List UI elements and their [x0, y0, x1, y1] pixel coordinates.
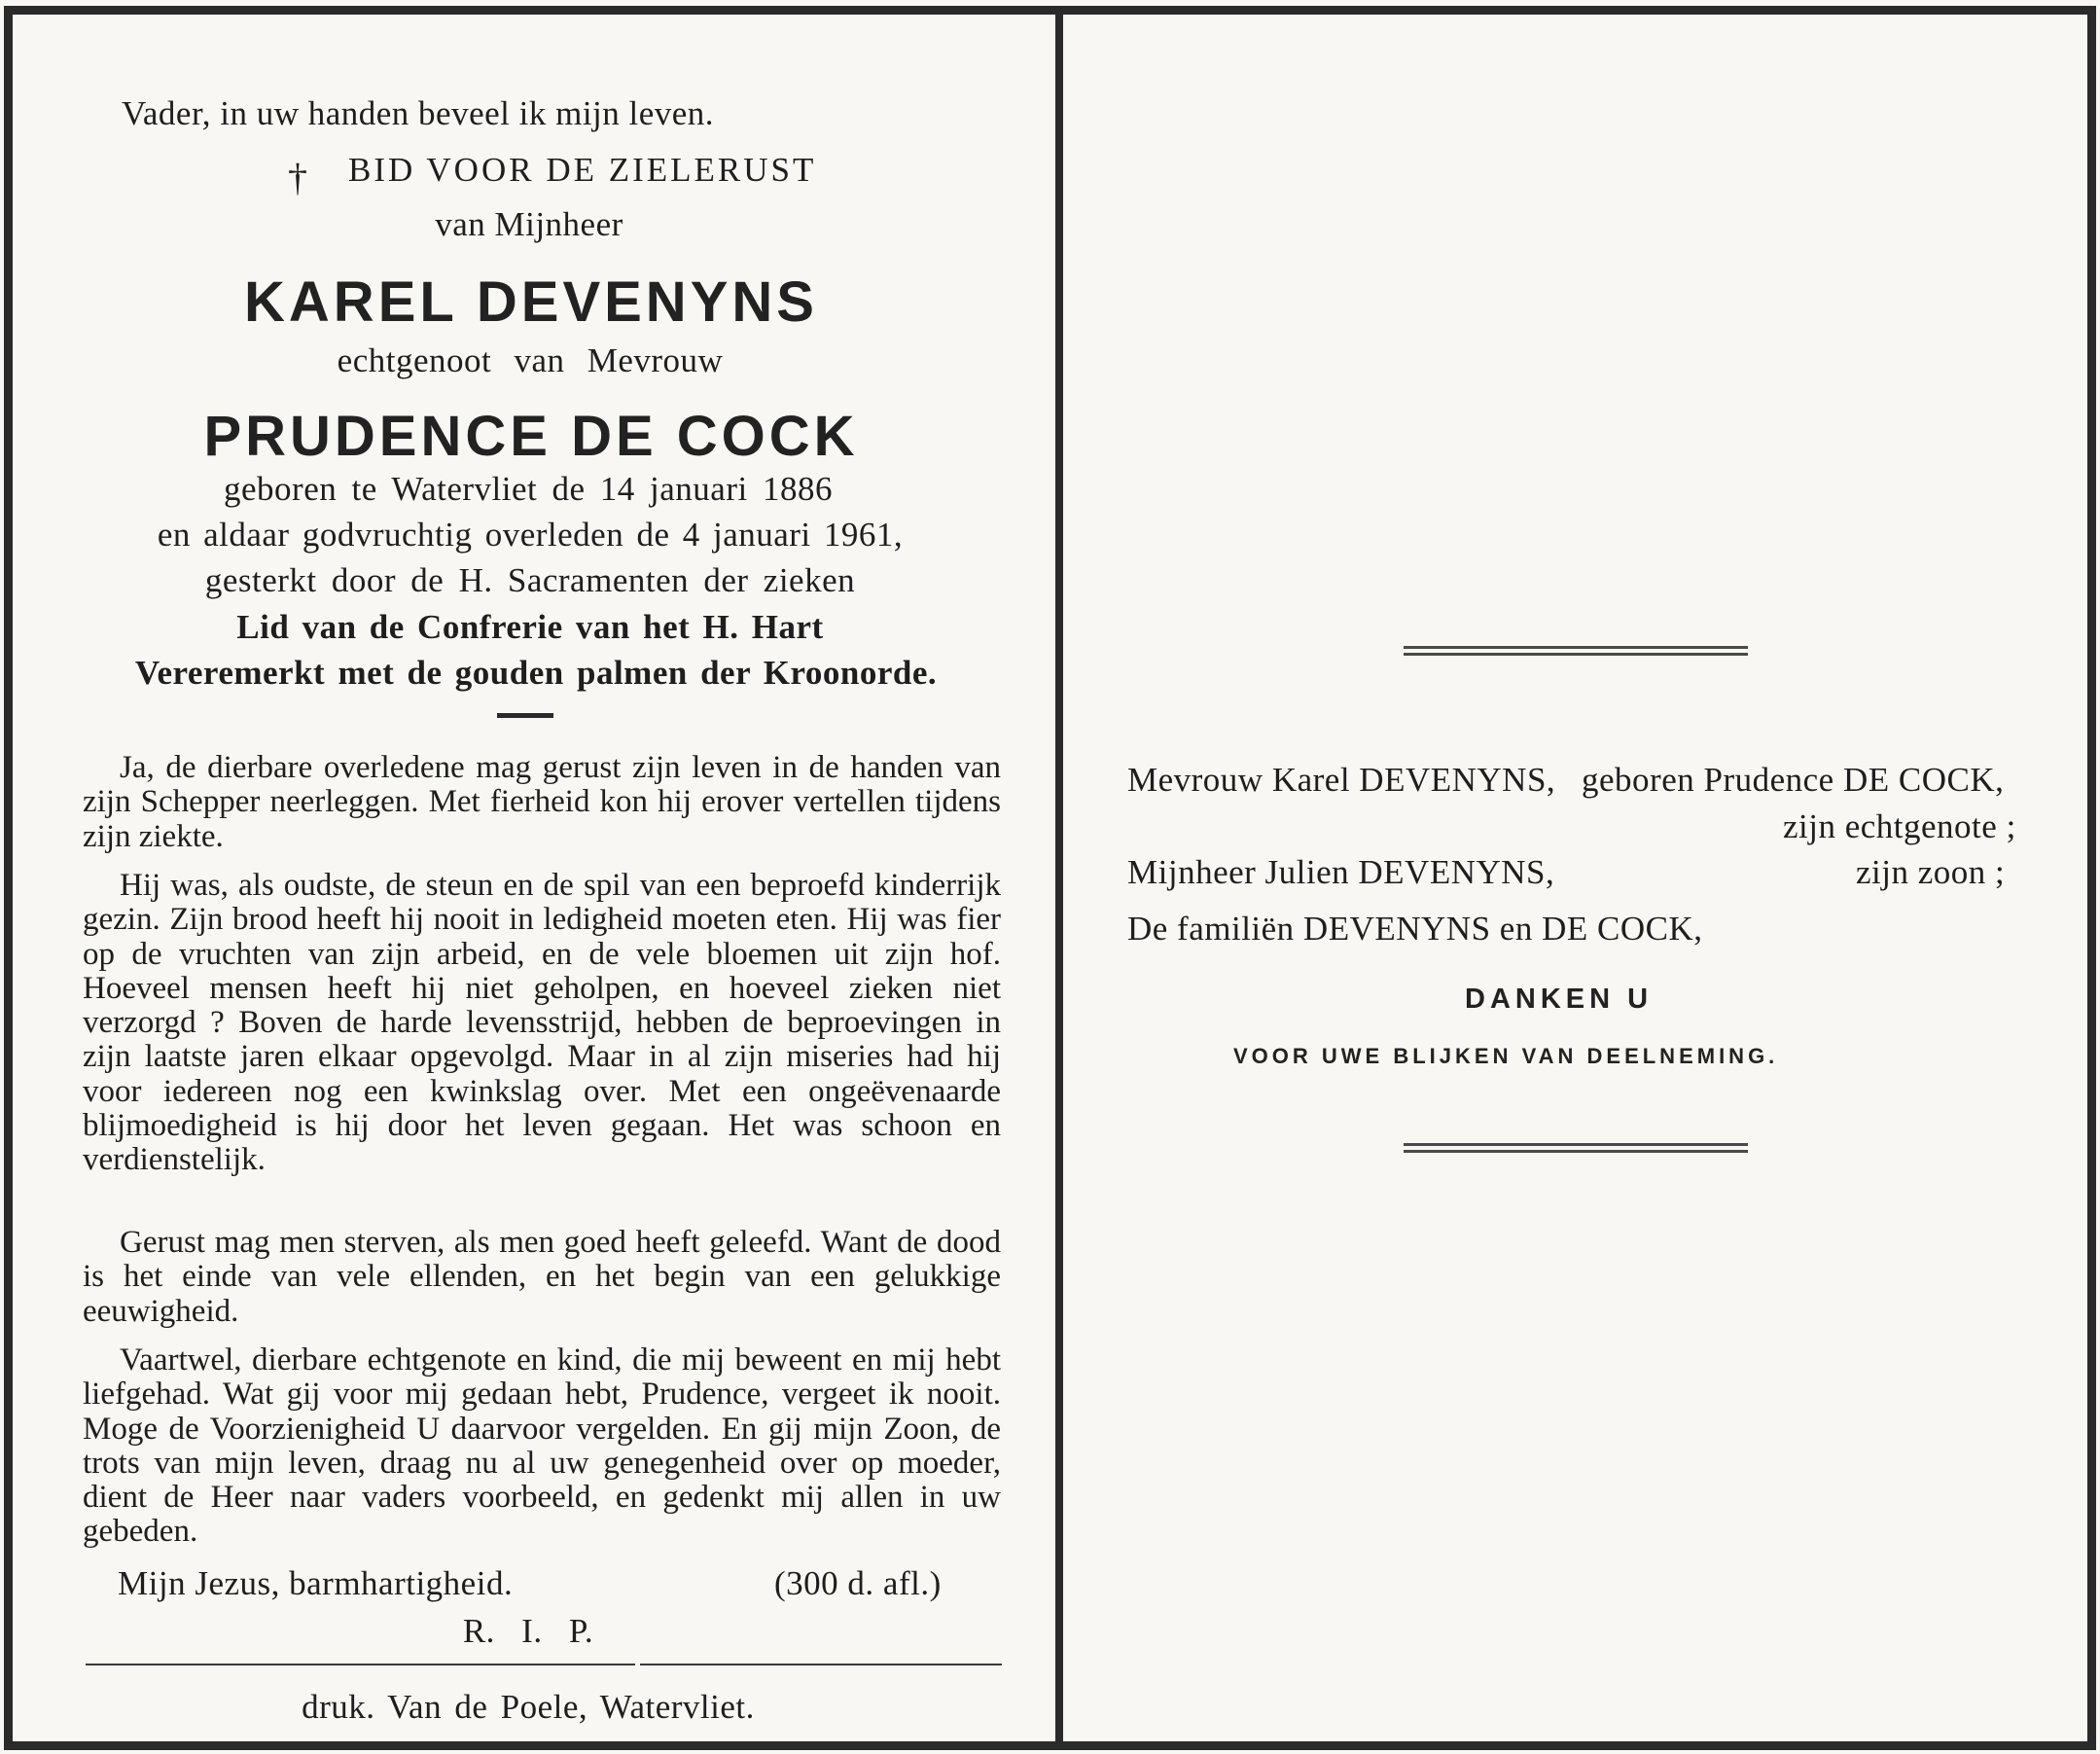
son-relation: zijn zoon ;	[1856, 853, 2006, 891]
divider	[497, 713, 553, 718]
left-panel	[13, 15, 1055, 1741]
cross-icon: †	[288, 156, 307, 199]
birth-line: geboren te Watervliet de 14 januari 1886	[224, 470, 833, 508]
son-name: Mijnheer Julien DEVENYNS,	[1127, 853, 1555, 891]
paragraph-1: Ja, de dierbare overledene mag gerust zijn leven in de handen van zijn Schepper neerleggen. Met fierheid kon hij erover vertellen tijdens zijn ziekte.	[83, 750, 1001, 854]
right-panel	[1063, 15, 2087, 1741]
paragraph-3: Gerust mag men sterven, als men goed heeft geleefd. Want de dood is het einde van vele ellenden, en het begin van een gelukkige eeuwigheid.	[83, 1225, 1001, 1329]
center-fold-line	[1055, 6, 1063, 1750]
member-line: Lid van de Confrerie van het H. Hart	[236, 608, 824, 646]
widow-relation: zijn echtgenote ;	[1783, 807, 2016, 845]
printer: druk. Van de Poele, Watervliet.	[302, 1688, 755, 1726]
thanks-subheading: VOOR UWE BLIJKEN VAN DEELNEMING.	[1233, 1044, 1779, 1068]
spouse-intro: echtgenoot van Mevrouw	[337, 341, 724, 379]
honour-line: Vereremerkt met de gouden palmen der Kroonorde.	[134, 654, 938, 692]
paragraph-4: Vaartwel, dierbare echtgenote en kind, die mij beweent en mij hebt liefgehad. Wat gij voor mij gedaan hebt, Prudence, vergeet ik nooit. Moge de Voorzienigheid U daarvoor vergelden. En gij mijn Zoon, de trots van mijn leven, draag nu al uw genegenheid over op moeder, dient de Heer naar vaders voorbeeld, en gedenkt mij allen in uw gebeden.	[83, 1342, 1001, 1550]
widow-maiden-name: geboren Prudence DE COCK,	[1582, 761, 2005, 799]
bottom-rule-left	[86, 1664, 635, 1665]
deceased-name: KAREL DEVENYNS	[244, 270, 818, 334]
thanks-heading: DANKEN U	[1465, 984, 1654, 1015]
spouse-name: PRUDENCE DE COCK	[203, 405, 859, 468]
death-line: en aldaar godvruchtig overleden de 4 januari 1961,	[157, 516, 904, 554]
motto: Vader, in uw handen beveel ik mijn leven.	[122, 94, 715, 132]
prayer: Mijn Jezus, barmhartigheid.	[118, 1564, 514, 1602]
bottom-rule-right	[640, 1664, 1002, 1665]
heading: BID VOOR DE ZIELERUST	[348, 151, 817, 189]
widow-name: Mevrouw Karel DEVENYNS,	[1127, 761, 1556, 799]
van-mijnheer: van Mijnheer	[435, 205, 623, 243]
double-rule-bottom	[1404, 1143, 1748, 1153]
sacrament-line: gesterkt door de H. Sacramenten der zieken	[204, 561, 856, 599]
paragraph-2: Hij was, als oudste, de steun en de spil van een beproefd kinderrijk gezin. Zijn brood heeft hij nooit in ledigheid moeten eten. Hij was fier op de vruchten van zijn arbeid, en de vele bloemen uit zijn hof. Hoeveel mensen heeft hij niet geholpen, en hoeveel zieken niet verzorgd ? Boven de harde levensstrijd, hebben de beproevingen in zijn laatste jaren elkaar opgevolgd. Maar in al zijn miseries had hij voor iedereen nog een kwinkslag over. Met een ongeëvenaarde blijmoedigheid is hij door het leven gegaan. Het was schoon en verdienstelijk.	[83, 868, 1001, 1178]
families: De familiën DEVENYNS en DE COCK,	[1127, 910, 1703, 948]
rip: R. I. P.	[462, 1612, 594, 1650]
double-rule-top	[1404, 646, 1748, 656]
indulgence: (300 d. afl.)	[774, 1564, 942, 1602]
